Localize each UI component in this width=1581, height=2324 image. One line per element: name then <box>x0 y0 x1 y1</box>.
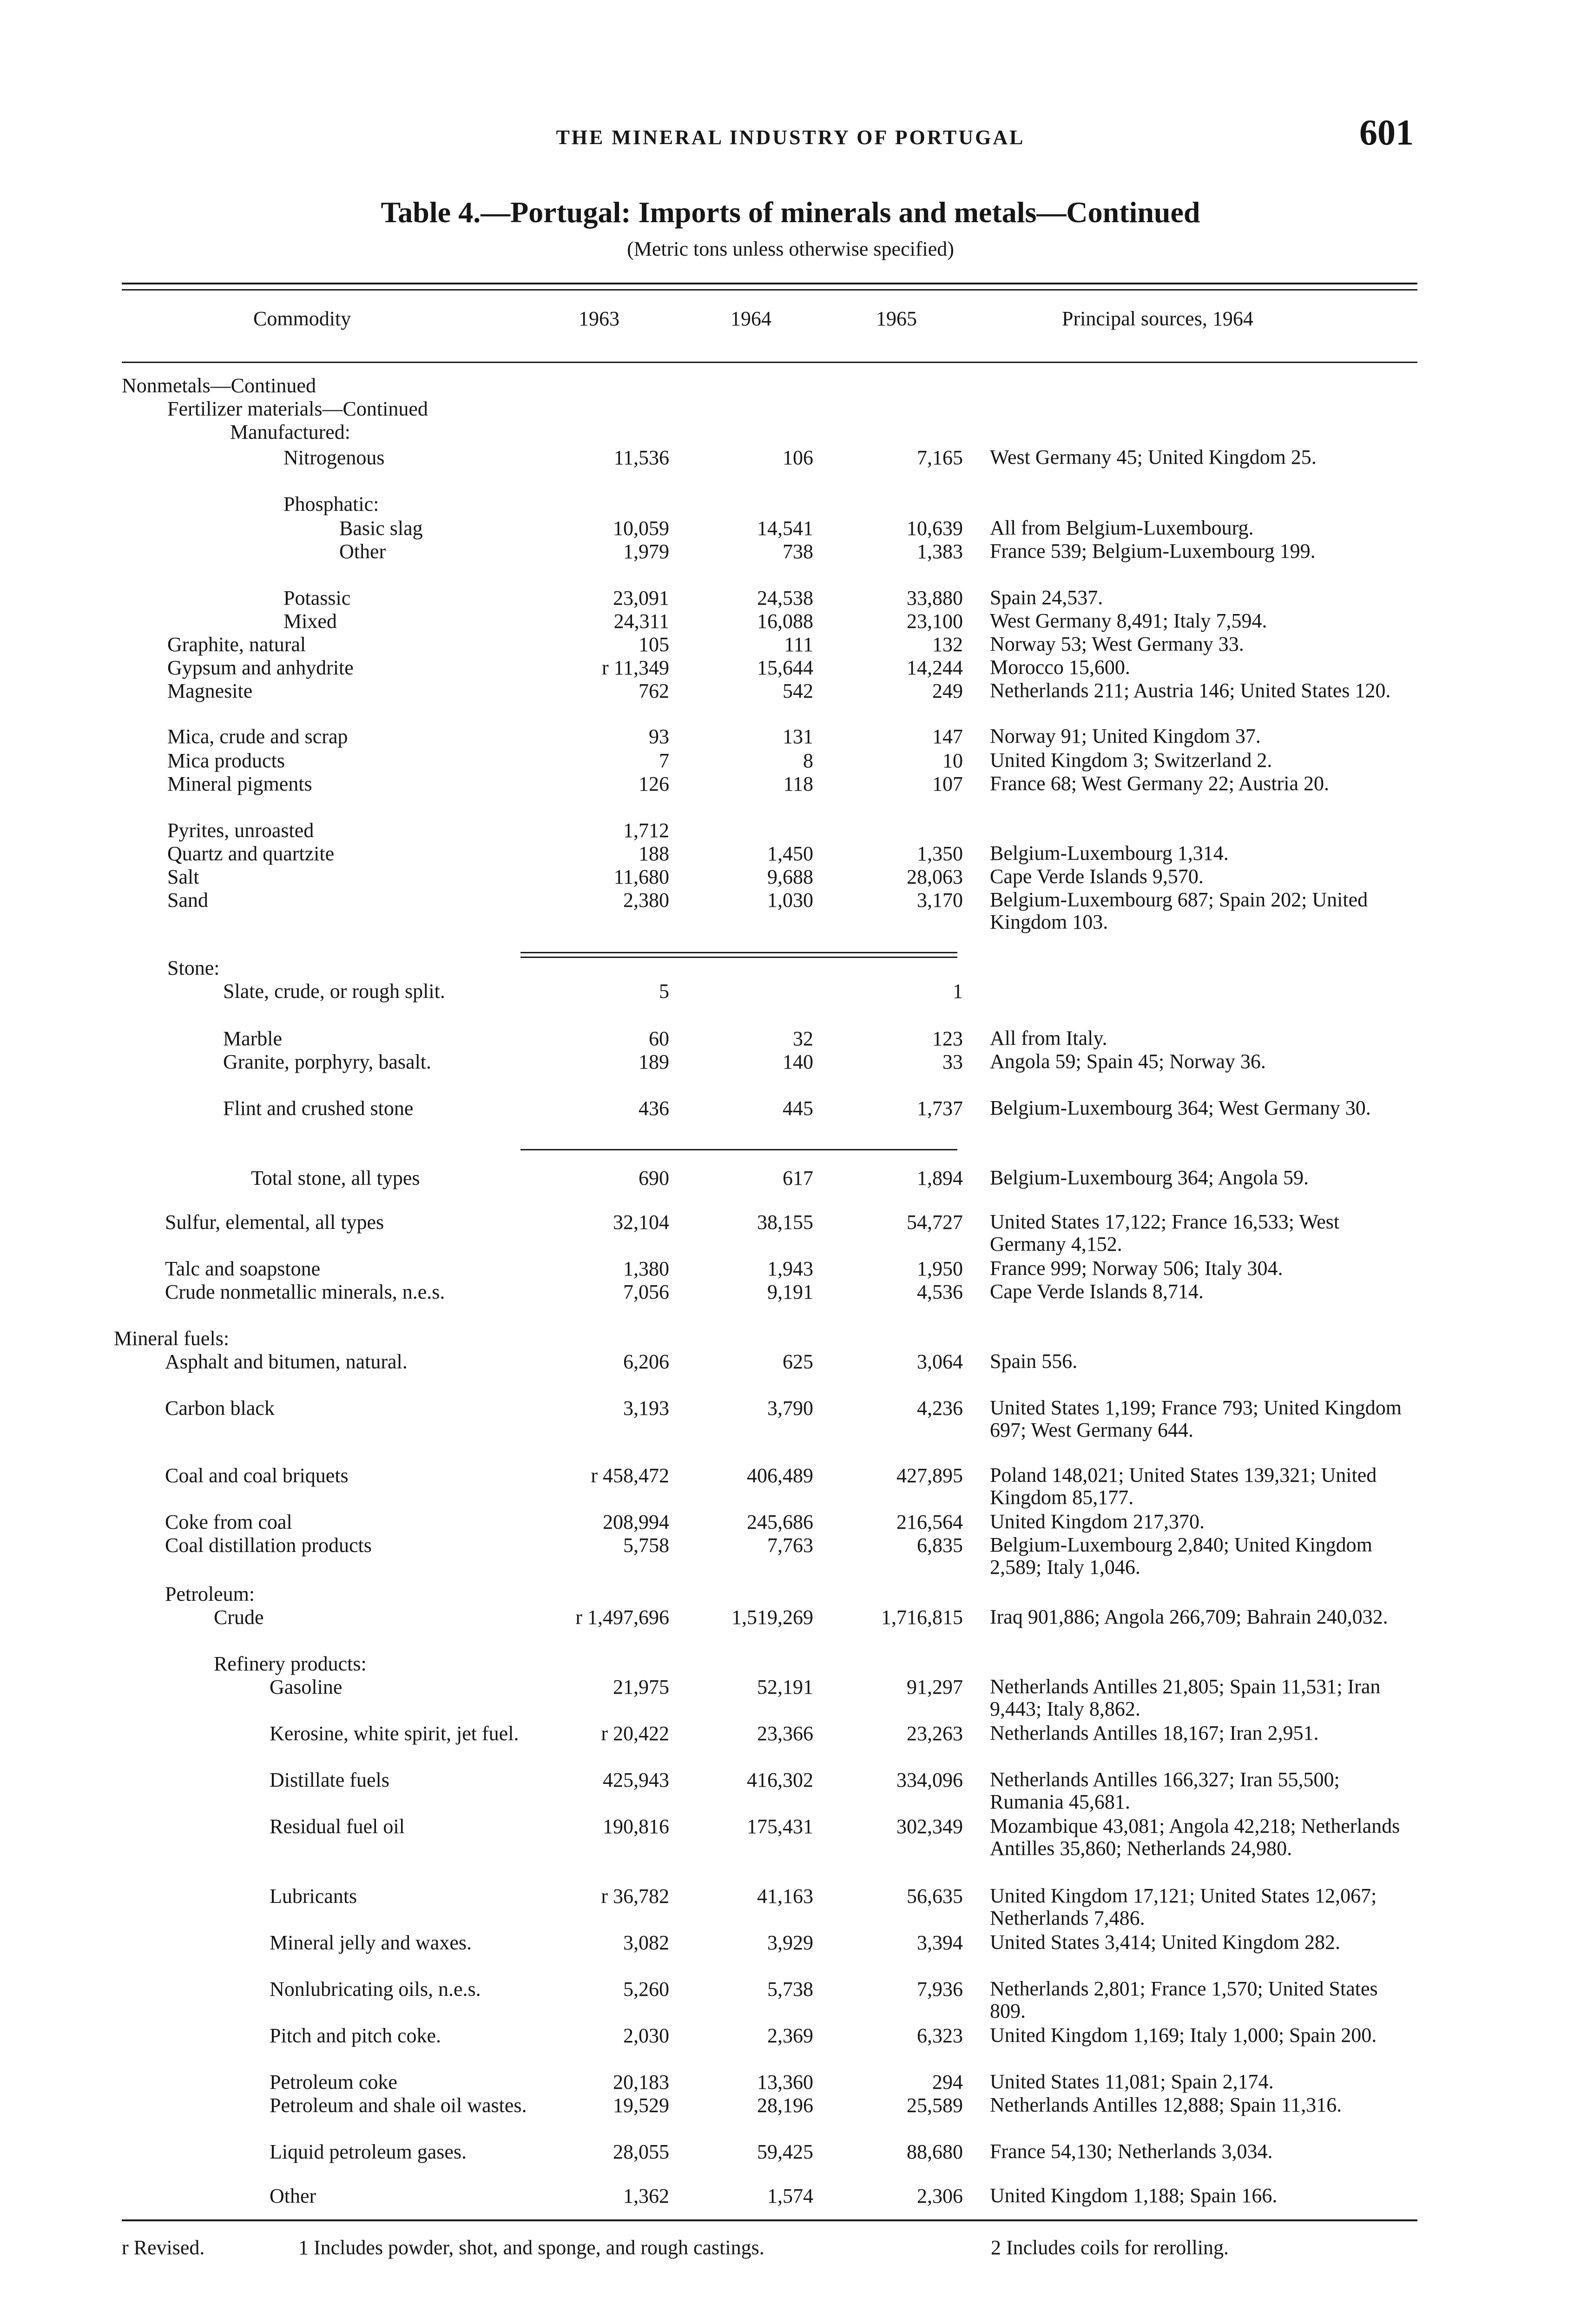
commodity-cell: Pitch and pitch coke. <box>270 2024 441 2047</box>
sources-cell: All from Belgium-Luxembourg. <box>990 516 1254 539</box>
commodity-cell: Liquid petroleum gases. <box>270 2140 467 2163</box>
value-1964-cell: 406,489 <box>747 1464 813 1487</box>
commodity-cell: Carbon black <box>165 1397 275 1419</box>
commodity-cell: Asphalt and bitumen, natural. <box>165 1350 408 1373</box>
sources-cell: United States 17,122; France 16,533; West Germany 4,152. <box>990 1210 1340 1255</box>
sources-cell: Belgium-Luxembourg 364; West Germany 30. <box>990 1096 1371 1119</box>
value-1964-cell: 28,196 <box>757 2094 813 2117</box>
commodity-cell: Talc and soapstone <box>165 1257 321 1280</box>
value-1963-cell: 11,536 <box>613 446 669 469</box>
value-1964-cell: 245,686 <box>747 1511 813 1533</box>
value-1965-cell: 132 <box>932 633 963 656</box>
value-1965-cell: 23,263 <box>907 1722 963 1745</box>
commodity-cell: Potassic <box>283 587 351 609</box>
sources-cell: Cape Verde Islands 9,570. <box>990 865 1204 888</box>
value-1963-cell: 3,082 <box>623 1931 669 1954</box>
sources-cell: France 999; Norway 506; Italy 304. <box>990 1257 1283 1280</box>
commodity-cell: Stone: <box>167 957 220 979</box>
commodity-cell: Manufactured: <box>230 421 350 443</box>
value-1963-cell: r 11,349 <box>601 656 669 679</box>
sources-cell: Mozambique 43,081; Angola 42,218; Netherlands Antilles 35,860; Netherlands 24,980. <box>990 1815 1400 1860</box>
value-1963-cell: 105 <box>639 633 669 656</box>
value-1964-cell: 445 <box>783 1097 813 1120</box>
value-1963-cell: 93 <box>649 725 669 748</box>
value-1965-cell: 147 <box>932 725 963 748</box>
value-1964-cell: 118 <box>783 772 813 795</box>
value-1963-cell: 20,183 <box>613 2071 669 2093</box>
value-1964-cell: 1,450 <box>767 842 813 865</box>
commodity-cell: Total stone, all types <box>251 1167 420 1189</box>
value-1964-cell: 14,541 <box>757 517 813 540</box>
sources-cell: France 54,130; Netherlands 3,034. <box>990 2140 1273 2163</box>
sources-cell: West Germany 45; United Kingdom 25. <box>990 446 1317 469</box>
value-1965-cell: 123 <box>932 1027 963 1050</box>
value-1963-cell: 425,943 <box>603 1769 669 1791</box>
value-1963-cell: 10,059 <box>613 517 669 540</box>
sources-cell: Belgium-Luxembourg 1,314. <box>990 842 1229 865</box>
value-1963-cell: 1,979 <box>623 540 669 563</box>
value-1964-cell: 59,425 <box>757 2140 813 2163</box>
commodity-cell: Slate, crude, or rough split. <box>223 980 445 1003</box>
value-1964-cell: 15,644 <box>757 656 813 679</box>
value-1964-cell: 13,360 <box>757 2071 813 2093</box>
sources-cell: Belgium-Luxembourg 687; Spain 202; United Kingdom 103. <box>990 888 1368 933</box>
value-1964-cell: 542 <box>783 680 813 702</box>
value-1965-cell: 1,950 <box>917 1257 963 1280</box>
value-1964-cell: 32 <box>793 1027 813 1050</box>
value-1963-cell: r 1,497,696 <box>575 1606 669 1629</box>
value-1965-cell: 7,936 <box>917 1978 963 2000</box>
value-1964-cell: 3,929 <box>767 1931 813 1954</box>
value-1964-cell: 2,369 <box>767 2024 813 2047</box>
value-1964-cell: 9,688 <box>767 865 813 888</box>
table-bottom-rule <box>122 2219 1417 2221</box>
sources-cell: Netherlands 2,801; France 1,570; United States 809. <box>990 1977 1378 2022</box>
value-1963-cell: 690 <box>639 1167 669 1189</box>
column-header-sources: Principal sources, 1964 <box>1062 307 1253 330</box>
commodity-cell: Petroleum and shale oil wastes. <box>270 2094 527 2117</box>
commodity-cell: Other <box>339 540 386 563</box>
value-1963-cell: 190,816 <box>603 1815 669 1838</box>
sources-cell: France 68; West Germany 22; Austria 20. <box>990 772 1330 795</box>
running-head: THE MINERAL INDUSTRY OF PORTUGAL <box>556 126 1025 149</box>
value-1965-cell: 3,394 <box>917 1931 963 1954</box>
commodity-cell: Kerosine, white spirit, jet fuel. <box>270 1722 519 1745</box>
value-1964-cell: 52,191 <box>757 1676 813 1698</box>
value-1965-cell: 88,680 <box>907 2140 963 2163</box>
sources-cell: United Kingdom 1,188; Spain 166. <box>990 2184 1278 2207</box>
sources-cell: United Kingdom 217,370. <box>990 1510 1205 1533</box>
value-1965-cell: 25,589 <box>907 2094 963 2117</box>
value-1964-cell: 1,519,269 <box>731 1606 813 1629</box>
value-1964-cell: 8 <box>803 749 813 772</box>
commodity-cell: Refinery products: <box>214 1652 367 1675</box>
value-1964-cell: 7,763 <box>767 1534 813 1557</box>
sources-cell: Belgium-Luxembourg 364; Angola 59. <box>990 1166 1309 1189</box>
value-1964-cell: 16,088 <box>757 610 813 633</box>
value-1965-cell: 1,716,815 <box>881 1606 963 1629</box>
sources-cell: Netherlands Antilles 166,327; Iran 55,500; Rumania 45,681. <box>990 1768 1340 1813</box>
commodity-cell: Mineral fuels: <box>114 1327 230 1350</box>
value-1963-cell: 1,362 <box>623 2185 669 2207</box>
column-header-1963: 1963 <box>579 307 619 330</box>
sources-cell: United States 1,199; France 793; United Kingdom 697; West Germany 644. <box>990 1396 1402 1441</box>
sources-cell: Iraq 901,886; Angola 266,709; Bahrain 240,032. <box>990 1605 1388 1628</box>
column-header-1964: 1964 <box>731 307 771 330</box>
value-1964-cell: 23,366 <box>757 1722 813 1745</box>
value-1965-cell: 6,323 <box>917 2024 963 2047</box>
value-1963-cell: 126 <box>639 772 669 795</box>
value-1963-cell: 23,091 <box>613 587 669 609</box>
value-1965-cell: 56,635 <box>907 1885 963 1908</box>
value-1965-cell: 6,835 <box>917 1534 963 1557</box>
value-1965-cell: 3,170 <box>917 889 963 911</box>
commodity-cell: Phosphatic: <box>283 493 379 515</box>
value-1964-cell: 416,302 <box>747 1769 813 1791</box>
commodity-cell: Coal distillation products <box>165 1534 372 1557</box>
value-1965-cell: 1 <box>953 980 963 1003</box>
value-1965-cell: 33 <box>942 1050 963 1073</box>
value-1965-cell: 91,297 <box>907 1676 963 1698</box>
value-1965-cell: 3,064 <box>917 1350 963 1373</box>
sources-cell: Spain 556. <box>990 1350 1078 1373</box>
commodity-cell: Pyrites, unroasted <box>167 819 314 842</box>
commodity-cell: Other <box>270 2185 316 2207</box>
value-1965-cell: 4,536 <box>917 1281 963 1303</box>
sources-cell: Poland 148,021; United States 139,321; United Kingdom 85,177. <box>990 1464 1377 1509</box>
table-title: Table 4.—Portugal: Imports of minerals and metals—Continued <box>381 196 1200 229</box>
value-1963-cell: 3,193 <box>623 1397 669 1419</box>
sources-cell: United States 3,414; United Kingdom 282. <box>990 1931 1341 1954</box>
value-1963-cell: 2,030 <box>623 2024 669 2047</box>
value-1965-cell: 10,639 <box>907 517 963 540</box>
value-1963-cell: 32,104 <box>613 1211 669 1234</box>
sources-cell: United Kingdom 1,169; Italy 1,000; Spain 200. <box>990 2024 1377 2047</box>
value-1963-cell: r 458,472 <box>591 1464 669 1487</box>
commodity-cell: Mica, crude and scrap <box>167 725 348 748</box>
value-1965-cell: 107 <box>932 772 963 795</box>
value-1965-cell: 1,737 <box>917 1097 963 1120</box>
commodity-cell: Residual fuel oil <box>270 1815 405 1838</box>
commodity-cell: Flint and crushed stone <box>223 1097 414 1120</box>
value-1963-cell: r 36,782 <box>601 1885 669 1908</box>
value-1964-cell: 5,738 <box>767 1978 813 2000</box>
value-1964-cell: 1,943 <box>767 1257 813 1280</box>
sources-cell: Spain 24,537. <box>990 586 1103 609</box>
value-1965-cell: 14,244 <box>907 656 963 679</box>
value-1963-cell: 188 <box>639 842 669 865</box>
value-1963-cell: 5 <box>659 980 669 1003</box>
sources-cell: Norway 53; West Germany 33. <box>990 633 1244 655</box>
value-1963-cell: r 20,422 <box>601 1722 669 1745</box>
footnote-revised: r Revised. <box>122 2236 205 2259</box>
commodity-cell: Mixed <box>283 610 337 633</box>
commodity-cell: Sand <box>167 889 208 911</box>
commodity-cell: Lubricants <box>270 1885 357 1908</box>
sources-cell: Netherlands Antilles 18,167; Iran 2,951. <box>990 1722 1319 1744</box>
value-1964-cell: 41,163 <box>757 1885 813 1908</box>
value-1963-cell: 2,380 <box>623 889 669 911</box>
value-1965-cell: 33,880 <box>907 587 963 609</box>
commodity-cell: Basic slag <box>339 517 423 540</box>
commodity-cell: Crude nonmetallic minerals, n.e.s. <box>165 1281 445 1303</box>
sources-cell: France 539; Belgium-Luxembourg 199. <box>990 540 1316 562</box>
table-subtitle: (Metric tons unless otherwise specified) <box>627 238 954 260</box>
sources-cell: Belgium-Luxembourg 2,840; United Kingdom 2,589; Italy 1,046. <box>990 1533 1372 1578</box>
commodity-cell: Magnesite <box>167 680 253 702</box>
sources-cell: Morocco 15,600. <box>990 656 1130 679</box>
value-1964-cell: 111 <box>784 633 813 656</box>
value-1964-cell: 140 <box>783 1050 813 1073</box>
sources-cell: Angola 59; Spain 45; Norway 36. <box>990 1050 1266 1073</box>
commodity-cell: Granite, porphyry, basalt. <box>223 1050 432 1073</box>
commodity-cell: Mineral pigments <box>167 772 312 795</box>
value-1964-cell: 131 <box>783 725 813 748</box>
commodity-cell: Nitrogenous <box>283 446 385 469</box>
commodity-cell: Fertilizer materials—Continued <box>167 397 428 420</box>
value-1965-cell: 1,894 <box>917 1167 963 1189</box>
value-1964-cell: 3,790 <box>767 1397 813 1419</box>
value-1965-cell: 28,063 <box>907 865 963 888</box>
commodity-cell: Petroleum coke <box>270 2071 397 2093</box>
commodity-cell: Crude <box>214 1606 264 1629</box>
commodity-cell: Coke from coal <box>165 1511 292 1533</box>
value-1965-cell: 302,349 <box>896 1815 963 1838</box>
sources-cell: United Kingdom 3; Switzerland 2. <box>990 749 1272 772</box>
sources-cell: United States 11,081; Spain 2,174. <box>990 2070 1274 2093</box>
column-header-1965: 1965 <box>876 307 917 330</box>
commodity-cell: Petroleum: <box>165 1583 255 1605</box>
sources-cell: Netherlands 211; Austria 146; United States 120. <box>990 679 1391 702</box>
value-1964-cell: 738 <box>783 540 813 563</box>
commodity-cell: Coal and coal briquets <box>165 1464 349 1487</box>
value-1964-cell: 175,431 <box>747 1815 813 1838</box>
sources-cell: Norway 91; United Kingdom 37. <box>990 725 1261 747</box>
value-1965-cell: 294 <box>932 2071 963 2093</box>
value-1963-cell: 19,529 <box>613 2094 669 2117</box>
value-1965-cell: 10 <box>942 749 963 772</box>
value-1965-cell: 216,564 <box>896 1511 963 1533</box>
value-1963-cell: 762 <box>639 680 669 702</box>
sources-cell: West Germany 8,491; Italy 7,594. <box>990 609 1267 632</box>
commodity-cell: Sulfur, elemental, all types <box>165 1211 384 1234</box>
value-1965-cell: 427,895 <box>896 1464 963 1487</box>
value-1964-cell: 617 <box>783 1167 813 1189</box>
value-1963-cell: 1,380 <box>623 1257 669 1280</box>
page-number: 601 <box>1359 112 1414 152</box>
value-1965-cell: 54,727 <box>907 1211 963 1234</box>
value-1963-cell: 24,311 <box>613 610 669 633</box>
value-1963-cell: 189 <box>639 1050 669 1073</box>
commodity-cell: Graphite, natural <box>167 633 306 656</box>
value-1963-cell: 7 <box>659 749 669 772</box>
sources-cell: United Kingdom 17,121; United States 12,067; Netherlands 7,486. <box>990 1884 1377 1929</box>
value-1965-cell: 7,165 <box>917 446 963 469</box>
value-1965-cell: 2,306 <box>917 2185 963 2207</box>
commodity-cell: Distillate fuels <box>270 1769 389 1791</box>
footnote-2: 2 Includes coils for rerolling. <box>991 2236 1229 2259</box>
column-header-commodity: Commodity <box>253 307 351 330</box>
value-1963-cell: 11,680 <box>613 865 669 888</box>
sources-cell: Netherlands Antilles 21,805; Spain 11,531; Iran 9,443; Italy 8,862. <box>990 1675 1381 1720</box>
value-1964-cell: 1,030 <box>767 889 813 911</box>
value-1963-cell: 21,975 <box>613 1676 669 1698</box>
value-1964-cell: 106 <box>783 446 813 469</box>
value-1964-cell: 38,155 <box>757 1211 813 1234</box>
sources-cell: Cape Verde Islands 8,714. <box>990 1280 1204 1303</box>
value-1963-cell: 7,056 <box>623 1281 669 1303</box>
value-1965-cell: 334,096 <box>896 1769 963 1791</box>
sources-cell: Netherlands Antilles 12,888; Spain 11,316. <box>990 2093 1342 2116</box>
footnote-1: 1 Includes powder, shot, and sponge, and rough castings. <box>298 2236 764 2259</box>
commodity-cell: Mica products <box>167 749 285 772</box>
commodity-cell: Gypsum and anhydrite <box>167 656 354 679</box>
value-1963-cell: 6,206 <box>623 1350 669 1373</box>
commodity-cell: Nonmetals—Continued <box>122 374 316 397</box>
commodity-cell: Salt <box>167 865 199 888</box>
value-1965-cell: 1,350 <box>917 842 963 865</box>
value-1965-cell: 23,100 <box>907 610 963 633</box>
value-1965-cell: 249 <box>932 680 963 702</box>
value-1965-cell: 1,383 <box>917 540 963 563</box>
commodity-cell: Nonlubricating oils, n.e.s. <box>270 1978 481 2000</box>
value-1963-cell: 5,758 <box>623 1534 669 1557</box>
commodity-cell: Marble <box>223 1027 283 1050</box>
commodity-cell: Mineral jelly and waxes. <box>270 1931 472 1954</box>
value-1964-cell: 24,538 <box>757 587 813 609</box>
value-1965-cell: 4,236 <box>917 1397 963 1419</box>
value-1964-cell: 9,191 <box>767 1281 813 1303</box>
commodity-cell: Quartz and quartzite <box>167 842 335 865</box>
value-1963-cell: 28,055 <box>613 2140 669 2163</box>
value-1964-cell: 625 <box>783 1350 813 1373</box>
value-1963-cell: 5,260 <box>623 1978 669 2000</box>
value-1963-cell: 1,712 <box>623 819 669 842</box>
value-1963-cell: 436 <box>639 1097 669 1120</box>
value-1963-cell: 60 <box>649 1027 669 1050</box>
value-1963-cell: 208,994 <box>603 1511 669 1533</box>
value-1964-cell: 1,574 <box>767 2185 813 2207</box>
commodity-cell: Gasoline <box>270 1676 343 1698</box>
sources-cell: All from Italy. <box>990 1027 1107 1050</box>
